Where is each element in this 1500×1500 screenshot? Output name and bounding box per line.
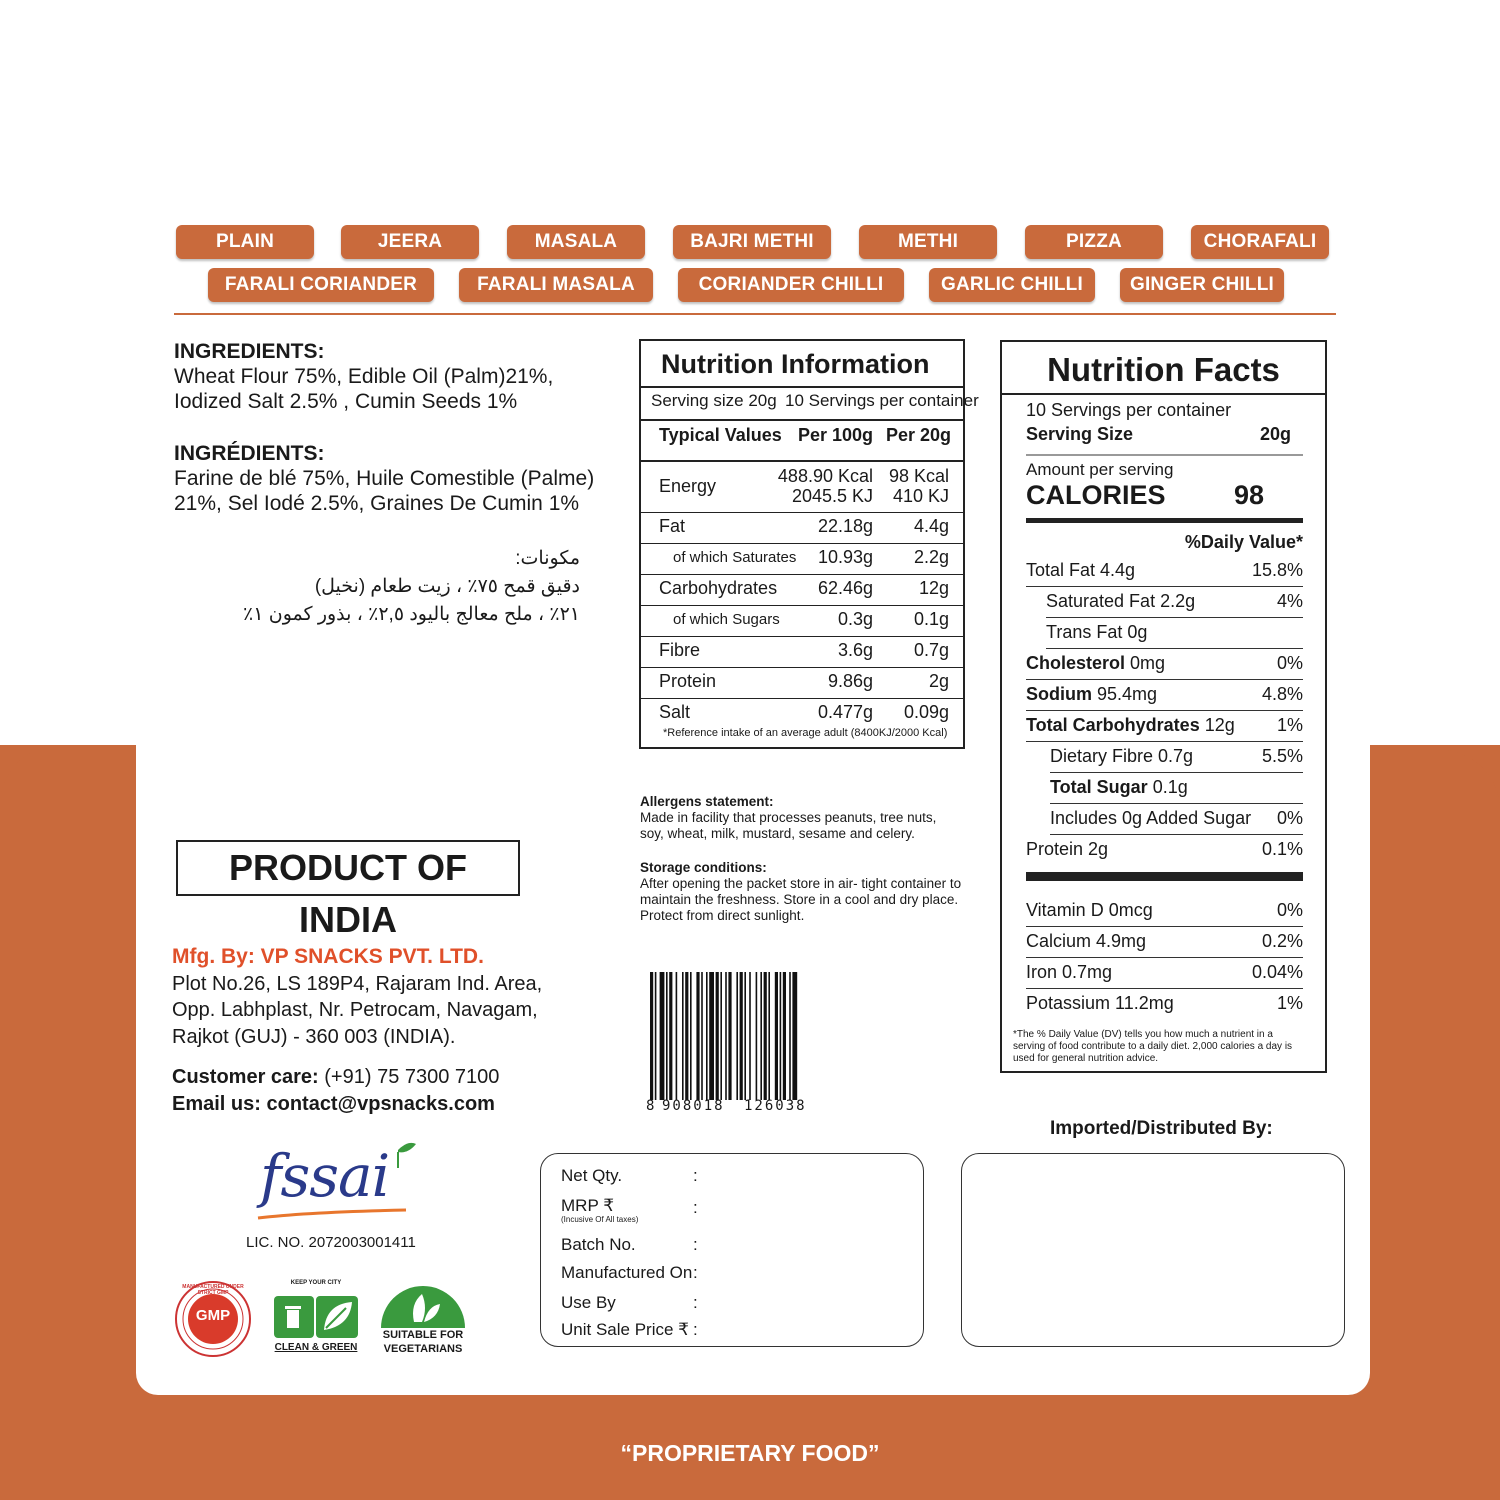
footer-text: “PROPRIETARY FOOD” <box>620 1440 880 1466</box>
variant-pill: PLAIN <box>176 225 314 259</box>
amount-per-serving: Amount per serving <box>1026 460 1174 479</box>
variant-pill: FARALI CORIANDER <box>208 268 434 302</box>
row-divider <box>641 543 963 544</box>
variant-pill: METHI <box>859 225 997 259</box>
variant-pill: JEERA <box>341 225 479 259</box>
vitamin-row: Iron 0.7mg 0.04% <box>1026 962 1303 982</box>
servings-per-container: 10 Servings per container <box>785 391 979 410</box>
row-divider <box>641 636 963 637</box>
variant-pill: GINGER CHILLI <box>1120 268 1284 302</box>
row-divider <box>1026 741 1303 742</box>
allergens-statement: Allergens statement: Made in facility that processes peanuts, tree nuts, soy, wheat, milk, mustard, sesame and celery. <box>640 794 937 841</box>
ingredients-line: دقيق قمح ٧٥٪ ، زيت طعام (نخيل) <box>314 576 580 597</box>
contact-email: Email us: contact@vpsnacks.com <box>172 1092 495 1115</box>
ingredients-ar <box>180 545 580 629</box>
field-colon: : <box>693 1263 698 1282</box>
fssai-logo: fssai <box>248 1140 418 1224</box>
field-colon: : <box>693 1320 698 1339</box>
row-divider <box>1026 957 1303 958</box>
table-title: Nutrition Information <box>641 341 963 388</box>
ingredients-en <box>174 340 614 414</box>
barcode <box>646 970 836 1120</box>
row-divider <box>1026 710 1303 711</box>
storage-conditions: Storage conditions: After opening the packet store in air- tight container to maintain the freshness. Store in a cool and dry place. Protect from direct sunlight. <box>640 860 962 923</box>
row-divider <box>641 574 963 575</box>
mfd-label: Manufactured On <box>561 1263 693 1282</box>
panel-footnote: *The % Daily Value (DV) tells you how much a nutrient in a serving of food contribute to a daily diet. 2,000 calories a day is used for general nutrition advice. <box>1013 1029 1293 1064</box>
batch-label: Batch No. <box>561 1235 636 1254</box>
vitamin-row: Calcium 4.9mg 0.2% <box>1026 931 1303 951</box>
field-colon: : <box>693 1166 698 1185</box>
ingredients-line: Farine de blé 75%, Huile Comestible (Palme) <box>174 467 595 490</box>
row-divider <box>1026 586 1303 587</box>
usp-label: Unit Sale Price ₹ <box>561 1320 689 1339</box>
barcode-digits: 8 908018 126038 <box>646 1098 807 1114</box>
manufacturer-name: Mfg. By: VP SNACKS PVT. LTD. <box>172 945 484 968</box>
servings-per-container: 10 Servings per container <box>1026 400 1232 420</box>
importer-label: Imported/Distributed By: <box>1050 1118 1273 1139</box>
variant-pill: CHORAFALI <box>1191 225 1329 259</box>
ingredients-heading: INGRÉDIENTS: <box>174 442 325 465</box>
origin-box: PRODUCT OF INDIA <box>176 840 520 896</box>
barcode-bars <box>646 970 836 1102</box>
row-divider <box>1026 926 1303 927</box>
clean-green-badge: KEEP YOUR CITY CLEAN & GREEN <box>274 1280 358 1353</box>
variant-pill: FARALI MASALA <box>459 268 653 302</box>
row-divider <box>1026 679 1303 680</box>
row-divider <box>1046 617 1303 618</box>
row-divider <box>1050 803 1303 804</box>
net-qty-label: Net Qty. <box>561 1166 623 1185</box>
serving-size-value: 20g <box>1259 424 1291 444</box>
column-header: Typical Values <box>659 425 782 445</box>
header-rule <box>174 313 1336 315</box>
daily-value-header: %Daily Value* <box>1184 532 1303 552</box>
manufacturer-block: Mfg. By: VP SNACKS PVT. LTD. Plot No.26, LS 189P4, Rajaram Ind. Area, Opp. Labhplast, Nr. Petrocam, Navagam, Rajkot (GUJ) - 360 003 (INDIA). Customer care: (+91) 75 7300 7100 Email us: contact@vpsnacks.com <box>172 944 602 1117</box>
field-colon: : <box>693 1235 698 1254</box>
use-by-label: Use By <box>561 1293 616 1312</box>
ingredients-heading: INGREDIENTS: <box>174 340 325 363</box>
row-divider <box>1050 772 1303 773</box>
nutrition-facts-panel: Nutrition Facts 10 Servings per container Serving Size 20g Amount per serving CALORIES 98 %Daily Value* *The % Daily Value (DV) tells you how much a nutrient in a serving of food contribute to a daily diet. 2,000 calories a day is used for general nutrition advice. Total Fat 4.4g 15.8% Saturated Fat 2.2g 4% Trans Fat 0g Cholesterol 0mg 0% Sodium 95.4mg 4.8% Total Carbohydrates 12g 1% Dietary Fibre 0.7g 5.5% Total Sugar 0.1g Includes 0g Added Sugar 0% Protein 2g 0.1% Vitamin D 0mcg 0% Calcium 4.9mg 0.2% Iron 0.7mg 0.04% Potassium 11.2mg 1% <box>1000 340 1327 1073</box>
serving-size: Serving size 20g <box>651 391 777 410</box>
nutrition-information-table: Nutrition Information Serving size 20g 10 Servings per container Typical Values Per 100g Per 20g Energy 488.90 Kcal 2045.5 KJ 98 Kcal 410 KJ *Reference intake of an average adult (8400KJ/2000 Kcal) Fat 22.18g 4.4g of which Saturates 10.93g 2.2g Carbohydrates 62.46g 12g of which Sugars 0.3g 0.1g Fibre 3.6g 0.7g Protein 9.86g 2g Salt 0.477g 0.09g <box>639 339 965 749</box>
calories-value: 98 <box>1234 480 1265 510</box>
row-divider <box>641 512 963 513</box>
row-divider <box>1046 648 1303 649</box>
table-row: Energy 488.90 Kcal 2045.5 KJ 98 Kcal 410 KJ <box>659 466 949 506</box>
vitamin-row: Vitamin D 0mcg 0% <box>1026 900 1303 920</box>
ingredients-line: Wheat Flour 75%, Edible Oil (Palm)21%, <box>174 365 554 388</box>
ingredients-line: ٢١٪ ، ملح معالج باليود ٢,٥٪ ، بذور كمون ١٪ <box>243 604 580 625</box>
column-header: Per 20g <box>886 425 952 445</box>
batch-info-box <box>540 1153 924 1347</box>
field-colon: : <box>693 1198 698 1217</box>
mrp-note: (Incusive Of All taxes) <box>561 1215 639 1224</box>
vitamin-row: Potassium 11.2mg 1% <box>1026 993 1303 1013</box>
ingredients-line: 21%, Sel Iodé 2.5%, Graines De Cumin 1% <box>174 492 580 515</box>
panel-title: Nutrition Facts <box>1002 342 1325 395</box>
ingredients-line: Iodized Salt 2.5% , Cumin Seeds 1% <box>174 390 518 413</box>
row-divider <box>1026 988 1303 989</box>
customer-care: Customer care: (+91) 75 7300 7100 <box>172 1066 500 1088</box>
table-footnote: *Reference intake of an average adult (8400KJ/2000 Kcal) <box>663 727 948 739</box>
vegetarian-badge: SUITABLE FOR VEGETARIANS <box>380 1282 466 1358</box>
ingredients-fr <box>174 442 614 516</box>
variant-pill: BAJRI METHI <box>673 225 831 259</box>
column-header: Per 100g <box>798 425 874 445</box>
variant-pill: GARLIC CHILLI <box>929 268 1095 302</box>
trash-bin-icon <box>274 1296 314 1338</box>
field-colon: : <box>693 1293 698 1312</box>
license-number: LIC. NO. 2072003001411 <box>246 1234 416 1251</box>
serving-size-label: Serving Size <box>1026 424 1134 444</box>
ingredients-heading: مكونات: <box>515 548 580 569</box>
variant-pill: PIZZA <box>1025 225 1163 259</box>
row-divider <box>641 667 963 668</box>
variant-pill: CORIANDER CHILLI <box>678 268 904 302</box>
row-divider <box>641 698 963 699</box>
gmp-badge: GMP MANUFACTURED UNDER STRICT GMP <box>174 1280 252 1358</box>
row-divider <box>1050 834 1303 835</box>
mrp-label: MRP ₹ <box>561 1196 615 1215</box>
variant-pill: MASALA <box>507 225 645 259</box>
importer-box <box>961 1153 1345 1347</box>
calories-label: CALORIES <box>1026 480 1166 510</box>
veg-leaf-icon <box>380 1282 466 1328</box>
row-divider <box>641 605 963 606</box>
leaf-icon <box>316 1296 358 1338</box>
